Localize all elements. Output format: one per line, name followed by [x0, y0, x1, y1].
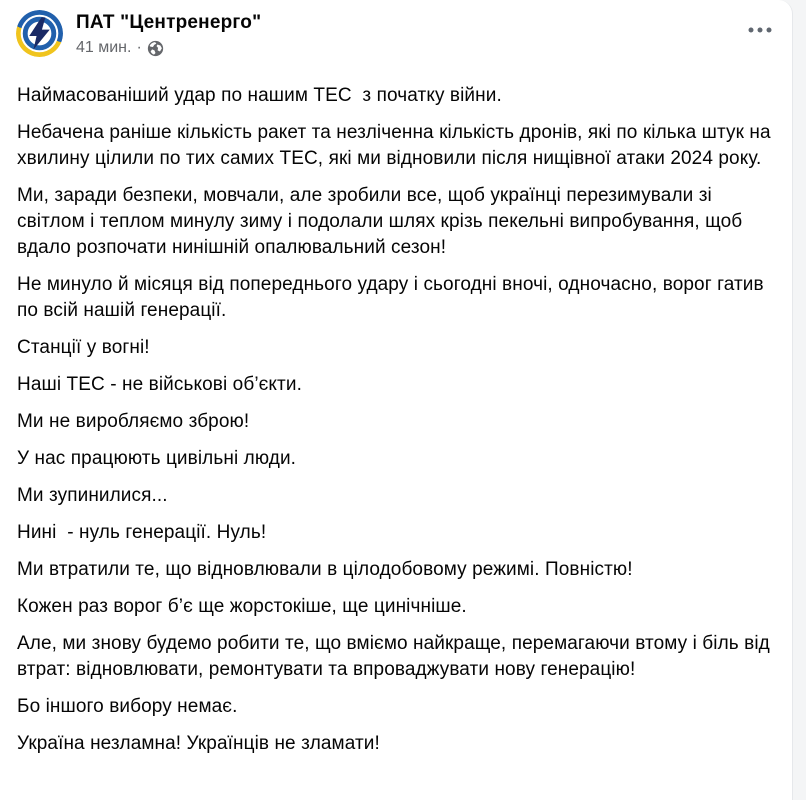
avatar[interactable]	[16, 10, 63, 57]
post-paragraph: Україна незламна! Українців не зламати!	[17, 733, 380, 754]
post-paragraph: Нині - нуль генерації. Нуль!	[17, 522, 267, 543]
post-paragraph: Не минуло й місяця від попереднього удару і сьогодні вночі, одночасно, ворог гатив по всій нашій генерації.	[17, 274, 770, 321]
centrenergo-lightning-logo	[16, 10, 63, 57]
post-header-text	[76, 10, 261, 58]
post-paragraph: Небачена раніше кількість ракет та незліченна кількість дронів, які по кілька штук на хвилину цілили по тих самих ТЕС, які ми відновили після нищівної атаки 2024 року.	[17, 122, 777, 169]
globe-public-icon	[147, 40, 164, 57]
post-paragraph: Ми зупинилися...	[17, 485, 168, 506]
author-name[interactable]: ПАТ "Центренерго"	[76, 12, 262, 33]
three-dots-icon	[748, 26, 772, 34]
post-paragraph: Ми втратили те, що відновлювали в цілодобовому режимі. Повністю!	[17, 559, 633, 580]
post-paragraph: Наймасованіший удар по нашим ТЕС з початку війни.	[17, 85, 502, 106]
post-options-button[interactable]	[742, 14, 778, 46]
post-paragraph: Але, ми знову будемо робити те, що вміємо найкраще, перемагаючи втому і біль від втрат: відновлювати, ремонтувати та впроваджувати нову генерацію!	[17, 633, 776, 680]
post-header	[0, 0, 792, 58]
post-meta	[76, 38, 261, 58]
timestamp[interactable]: 41 мин.	[76, 39, 132, 56]
post-paragraph: Станції у вогні!	[17, 337, 150, 358]
meta-separator: ·	[136, 39, 142, 56]
post-paragraph: Бо іншого вибору немає.	[17, 696, 238, 717]
post-paragraph: Наші ТЕС - не військові об’єкти.	[17, 374, 302, 395]
post-paragraph: Кожен раз ворог б’є ще жорстокіше, ще цинічніше.	[17, 596, 467, 617]
post-paragraph: У нас працюють цивільні люди.	[17, 448, 297, 469]
post-paragraph: Ми не виробляємо зброю!	[17, 411, 250, 432]
post-body	[0, 58, 792, 757]
post-paragraph: Ми, заради безпеки, мовчали, але зробили все, щоб українці перезимували зі світлом і теплом минулу зиму і подолали шлях крізь пекельні випробування, щоб вдало розпочати нинішній опалювальний сезон!	[17, 185, 748, 258]
